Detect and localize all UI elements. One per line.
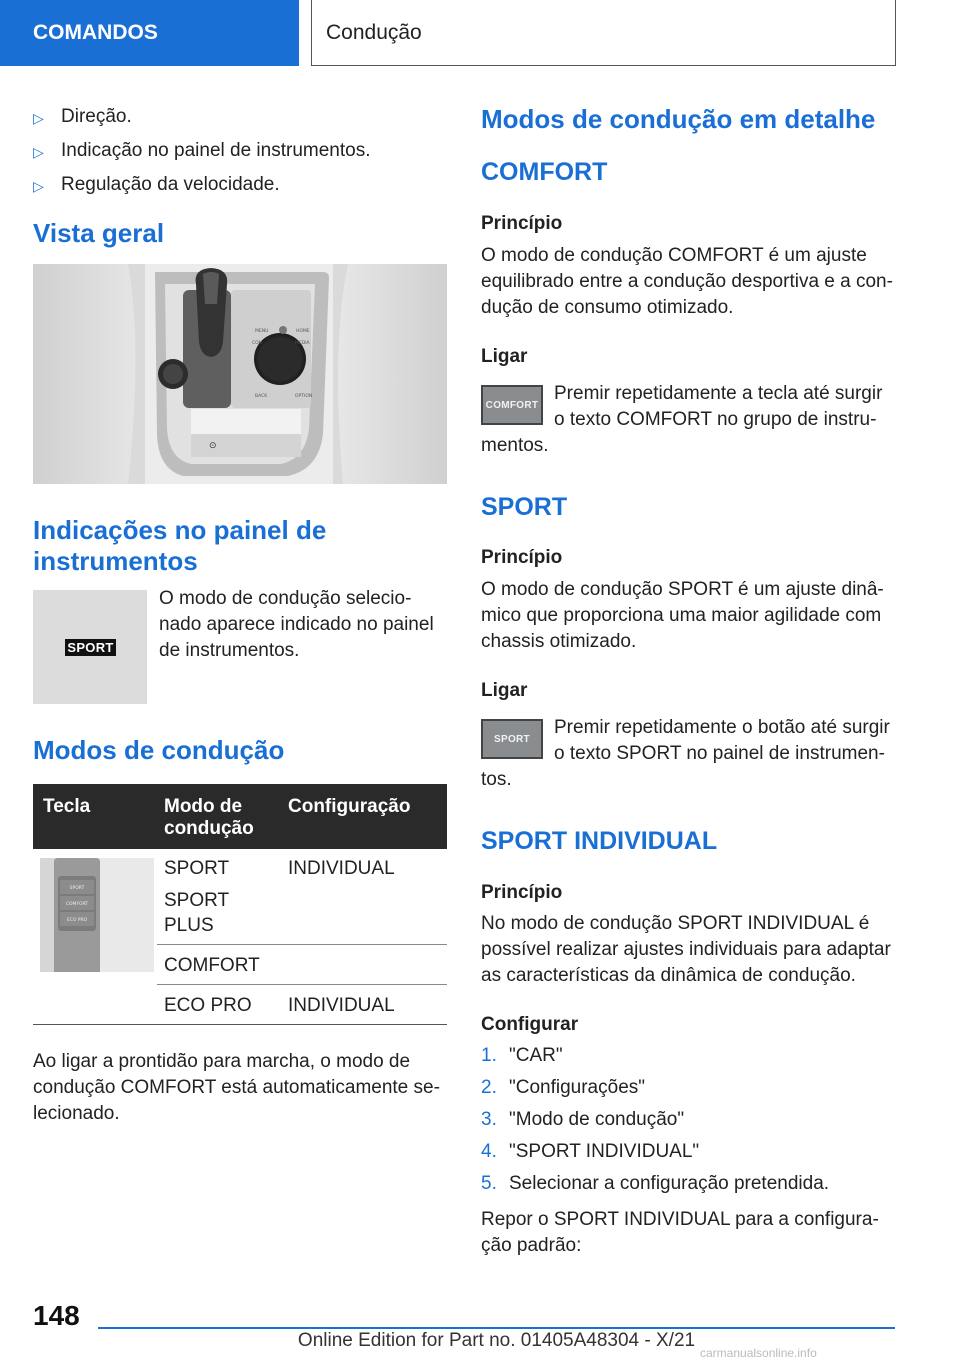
- list-item: 1. "CAR": [481, 1045, 563, 1066]
- comfort-principle-label: Princípio: [481, 213, 563, 234]
- sport-principle-label: Princípio: [481, 547, 563, 568]
- reset-text: Repor o SPORT INDIVIDUAL para a configura- ção padrão:: [481, 1209, 879, 1256]
- console-label-option: OPTION: [295, 394, 313, 399]
- topic-list: [33, 104, 443, 206]
- sport-switch-text-a: Premir repetidamente o botão até surgir o texto SPORT no painel de instrumen-: [554, 717, 890, 764]
- individual-configure-label: Configurar: [481, 1014, 579, 1035]
- footer-rule: [98, 1327, 895, 1329]
- table-divider: [157, 944, 447, 945]
- header-config: Configuração: [288, 796, 411, 817]
- console-label-media: MEDIA: [295, 341, 310, 346]
- individual-principle-label: Princípio: [481, 882, 563, 903]
- key-label-sport: SPORT: [69, 886, 85, 891]
- list-item: ▷ Direção.: [33, 104, 443, 131]
- modes-heading: Modos de condução: [33, 735, 285, 765]
- table-cell-config: INDIVIDUAL: [288, 858, 395, 879]
- key-label-eco-pro: ECO PRO: [66, 918, 88, 923]
- table-cell-mode: SPORT: [164, 858, 230, 879]
- key-label-comfort: COMFORT: [65, 902, 89, 907]
- comfort-heading: COMFORT: [481, 158, 608, 186]
- header-mode: Modo de condução: [164, 796, 254, 839]
- triangle-bullet-icon: ▷: [33, 178, 44, 194]
- configure-steps: [481, 1043, 911, 1203]
- comfort-switch-text-a: Premir repetidamente a tecla até surgir o texto COMFORT no grupo de instru-: [554, 383, 883, 430]
- table-cell-mode: ECO PRO: [164, 995, 252, 1016]
- footer-edition: Online Edition for Part no. 01405A48304 - X/21: [297, 1330, 696, 1351]
- sport-switch-label: Ligar: [481, 680, 528, 701]
- comfort-switch-text-b: mentos.: [481, 435, 549, 456]
- individual-heading: SPORT INDIVIDUAL: [481, 827, 718, 855]
- indications-text: O modo de condução selecio- nado aparece indicado no painel de instrumentos.: [159, 588, 434, 661]
- table-cell-mode: COMFORT: [164, 955, 260, 976]
- table-bottom-rule: [33, 1024, 447, 1025]
- console-label-menu: MENU: [255, 329, 269, 334]
- console-label-home: HOME: [296, 329, 310, 334]
- list-item: ▷ Regulação da velocidade.: [33, 172, 443, 199]
- chapter-title: Condução: [311, 0, 896, 66]
- sport-button-label: SPORT: [494, 733, 530, 745]
- overview-heading: Vista geral: [33, 218, 165, 248]
- comfort-switch-label: Ligar: [481, 346, 528, 367]
- modes-note: Ao ligar a prontidão para marcha, o modo de condução COMFORT está automaticamente se- lecionado.: [33, 1051, 440, 1124]
- individual-principle-text: No modo de condução SPORT INDIVIDUAL é possível realizar ajustes individuais para adaptar as características da dinâmica de condução.: [481, 913, 891, 986]
- watermark: carmanualsonline.info: [700, 1346, 817, 1360]
- gear-selector-console-illustration: [33, 264, 447, 484]
- table-divider: [157, 984, 447, 985]
- sport-badge: SPORT: [65, 639, 116, 656]
- table-cell-config: INDIVIDUAL: [288, 995, 395, 1016]
- header-key: Tecla: [43, 796, 91, 817]
- sport-switch-text-b: tos.: [481, 769, 512, 790]
- list-item: 4. "SPORT INDIVIDUAL": [481, 1141, 700, 1162]
- list-item: 3. "Modo de condução": [481, 1109, 685, 1130]
- table-cell-mode: SPORT PLUS: [164, 890, 230, 936]
- sport-heading: SPORT: [481, 493, 568, 521]
- comfort-button-label: COMFORT: [485, 399, 539, 411]
- detail-heading: Modos de condução em detalhe: [481, 104, 876, 134]
- console-label-back: BACK: [255, 394, 268, 399]
- list-item: ▷ Indicação no painel de instrumentos.: [33, 138, 443, 165]
- page-number: 148: [33, 1300, 80, 1331]
- section-tab: COMANDOS: [0, 0, 299, 66]
- comfort-principle-text: O modo de condução COMFORT é um ajuste equilibrado entre a condução desportiva e a con- dução de consumo otimizado.: [481, 245, 893, 318]
- sport-button-image: [481, 719, 543, 759]
- mode-buttons-image: [40, 858, 154, 972]
- triangle-bullet-icon: ▷: [33, 144, 44, 160]
- modes-table-header: [33, 784, 447, 849]
- list-item: 5. Selecionar a configuração pretendida.: [481, 1173, 830, 1194]
- comfort-button-image: [481, 385, 543, 425]
- sport-principle-text: O modo de condução SPORT é um ajuste dinâ- mico que proporciona uma maior agilidade com chassis otimizado.: [481, 579, 884, 652]
- triangle-bullet-icon: ▷: [33, 110, 44, 126]
- console-label-com: COM: [252, 341, 263, 346]
- console-image: [33, 264, 447, 484]
- indications-heading: Indicações no painel de instrumentos: [33, 515, 327, 576]
- svg-text:⊙: ⊙: [209, 441, 217, 451]
- list-item: 2. "Configurações": [481, 1077, 646, 1098]
